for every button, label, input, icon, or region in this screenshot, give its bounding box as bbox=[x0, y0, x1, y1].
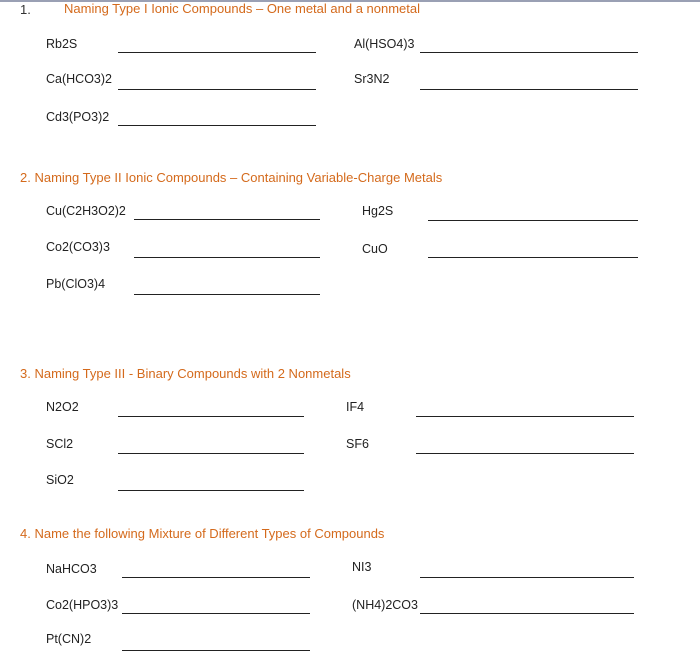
answer-line-co2-hpo3-3[interactable] bbox=[122, 613, 310, 614]
answer-line-hg2s[interactable] bbox=[428, 220, 638, 221]
answer-line-pb-clo3-4[interactable] bbox=[134, 294, 320, 295]
section-3-title: 3. Naming Type III - Binary Compounds with 2 Nonmetals bbox=[20, 366, 351, 381]
answer-line-cuo[interactable] bbox=[428, 257, 638, 258]
formula-sr3n2: Sr3N2 bbox=[354, 72, 390, 86]
formula-cu-c2h3o2-2: Cu(C2H3O2)2 bbox=[46, 204, 126, 218]
answer-line-cd3-po3-2[interactable] bbox=[118, 125, 316, 126]
section-2-title: 2. Naming Type II Ionic Compounds – Containing Variable-Charge Metals bbox=[20, 170, 443, 185]
answer-line-scl2[interactable] bbox=[118, 453, 304, 454]
answer-line-sf6[interactable] bbox=[416, 453, 634, 454]
answer-line-if4[interactable] bbox=[416, 416, 634, 417]
section-1-title: Naming Type I Ionic Compounds – One metal and a nonmetal bbox=[64, 1, 421, 16]
section-4-title: 4. Name the following Mixture of Different Types of Compounds bbox=[20, 526, 385, 541]
answer-line-cu-c2h3o2-2[interactable] bbox=[134, 219, 320, 220]
formula-hg2s: Hg2S bbox=[362, 204, 394, 218]
formula-pb-clo3-4: Pb(ClO3)4 bbox=[46, 277, 106, 291]
formula-if4: IF4 bbox=[346, 400, 365, 414]
answer-line-al-hso4-3[interactable] bbox=[420, 52, 638, 53]
formula-cd3-po3-2: Cd3(PO3)2 bbox=[46, 110, 110, 124]
answer-line-sr3n2[interactable] bbox=[420, 89, 638, 90]
formula-ni3: NI3 bbox=[352, 560, 372, 574]
section-1-number: 1. bbox=[20, 2, 31, 17]
formula-sf6: SF6 bbox=[346, 437, 369, 451]
formula-co2-hpo3-3: Co2(HPO3)3 bbox=[46, 598, 119, 612]
answer-line-co2-co3-3[interactable] bbox=[134, 257, 320, 258]
answer-line-nh4-2co3[interactable] bbox=[420, 613, 634, 614]
formula-n2o2: N2O2 bbox=[46, 400, 79, 414]
formula-co2-co3-3: Co2(CO3)3 bbox=[46, 240, 110, 254]
formula-rb2s: Rb2S bbox=[46, 37, 78, 51]
formula-ca-hco3-2: Ca(HCO3)2 bbox=[46, 72, 112, 86]
answer-line-ca-hco3-2[interactable] bbox=[118, 89, 316, 90]
formula-al-hso4-3: Al(HSO4)3 bbox=[354, 37, 415, 51]
formula-sio2: SiO2 bbox=[46, 473, 74, 487]
answer-line-sio2[interactable] bbox=[118, 490, 304, 491]
formula-nahco3: NaHCO3 bbox=[46, 562, 97, 576]
formula-nh4-2co3: (NH4)2CO3 bbox=[352, 598, 418, 612]
formula-cuo: CuO bbox=[362, 242, 388, 256]
answer-line-n2o2[interactable] bbox=[118, 416, 304, 417]
answer-line-rb2s[interactable] bbox=[118, 52, 316, 53]
formula-scl2: SCl2 bbox=[46, 437, 74, 451]
answer-line-ni3[interactable] bbox=[420, 577, 634, 578]
answer-line-nahco3[interactable] bbox=[122, 577, 310, 578]
formula-pt-cn-2: Pt(CN)2 bbox=[46, 632, 92, 646]
answer-line-pt-cn-2[interactable] bbox=[122, 650, 310, 651]
